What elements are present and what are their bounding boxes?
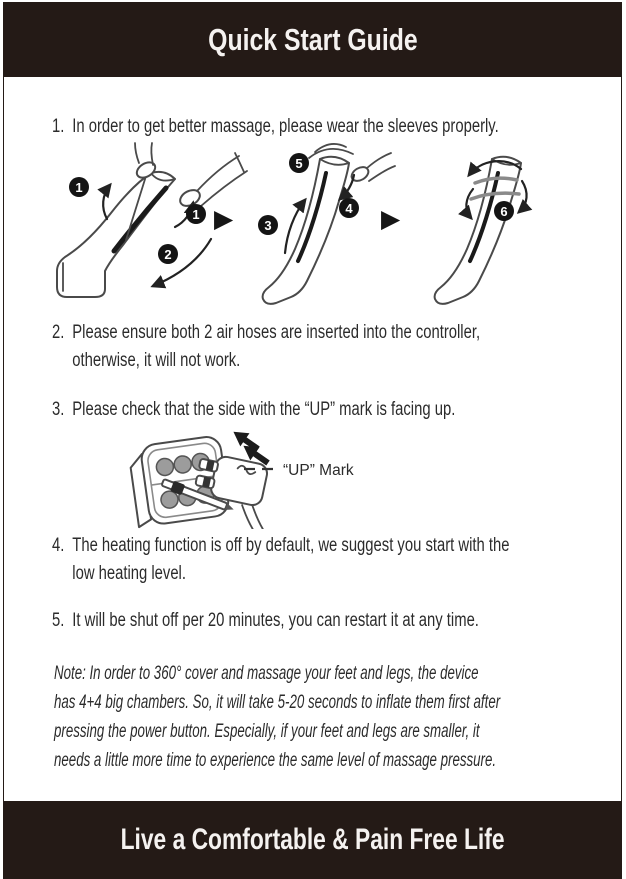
note-line: has 4+4 big chambers. So, it will take 5-20 seconds to inflate them first after [54,692,501,713]
step-1-text: In order to get better massage, please wear the sleeves properly. [72,116,499,137]
step-4-text: The heating function is off by default, we suggest you start with the [72,535,510,556]
step-4-number: 4. [52,535,65,556]
step-3-number: 3. [52,399,65,420]
panel-finished [435,157,527,304]
wear-sleeves-illustration [39,141,599,316]
up-mark-label: “UP” Mark [283,462,354,479]
insert-direction-arrow-icon [229,425,263,455]
step-2-number: 2. [52,322,65,343]
note-line: needs a little more time to experience the same level of massage pressure. [54,750,497,771]
step-5 [52,607,479,635]
page-header [4,3,621,77]
page-title: Quick Start Guide [207,22,418,57]
panel-wrap [263,144,395,304]
wear-steps-line-art [39,141,599,316]
controller-line-art [116,423,366,529]
step-1 [52,113,499,141]
page-footer [4,801,621,878]
step-badge-1: 1 [69,177,89,197]
next-step-arrow-icon: ▶ [214,205,234,233]
step-2-text: Please ensure both 2 air hoses are inserted into the controller, [72,322,481,343]
step-badge-3: 3 [258,215,278,235]
step-5-text: It will be shut off per 20 minutes, you can restart it at any time. [72,610,479,631]
note-line: Note: In order to 360° cover and massage your feet and legs, the device [54,663,479,684]
next-step-arrow-icon: ▶ [381,205,401,233]
controller-illustration [116,423,366,529]
step-badge-6: 6 [494,201,514,221]
note-line: pressing the power button. Especially, if your feet and legs are smaller, it [54,721,480,742]
step-1-number: 1. [52,116,65,137]
step-2 [52,319,480,375]
step-4 [52,532,509,588]
step-badge-4: 4 [339,198,359,218]
note-paragraph [54,659,500,775]
step-badge-5: 5 [289,153,309,173]
footer-tagline: Live a Comfortable & Pain Free Life [120,822,505,856]
step-badge-2: 2 [158,244,178,264]
quick-start-guide-page [3,2,622,879]
step-4-text: low heating level. [72,563,186,584]
step-badge-1: 1 [186,204,206,224]
step-3-text: Please check that the side with the “UP” mark is facing up. [72,399,456,420]
step-2-text: otherwise, it will not work. [72,350,241,371]
step-3 [52,396,455,424]
step-5-number: 5. [52,610,65,631]
